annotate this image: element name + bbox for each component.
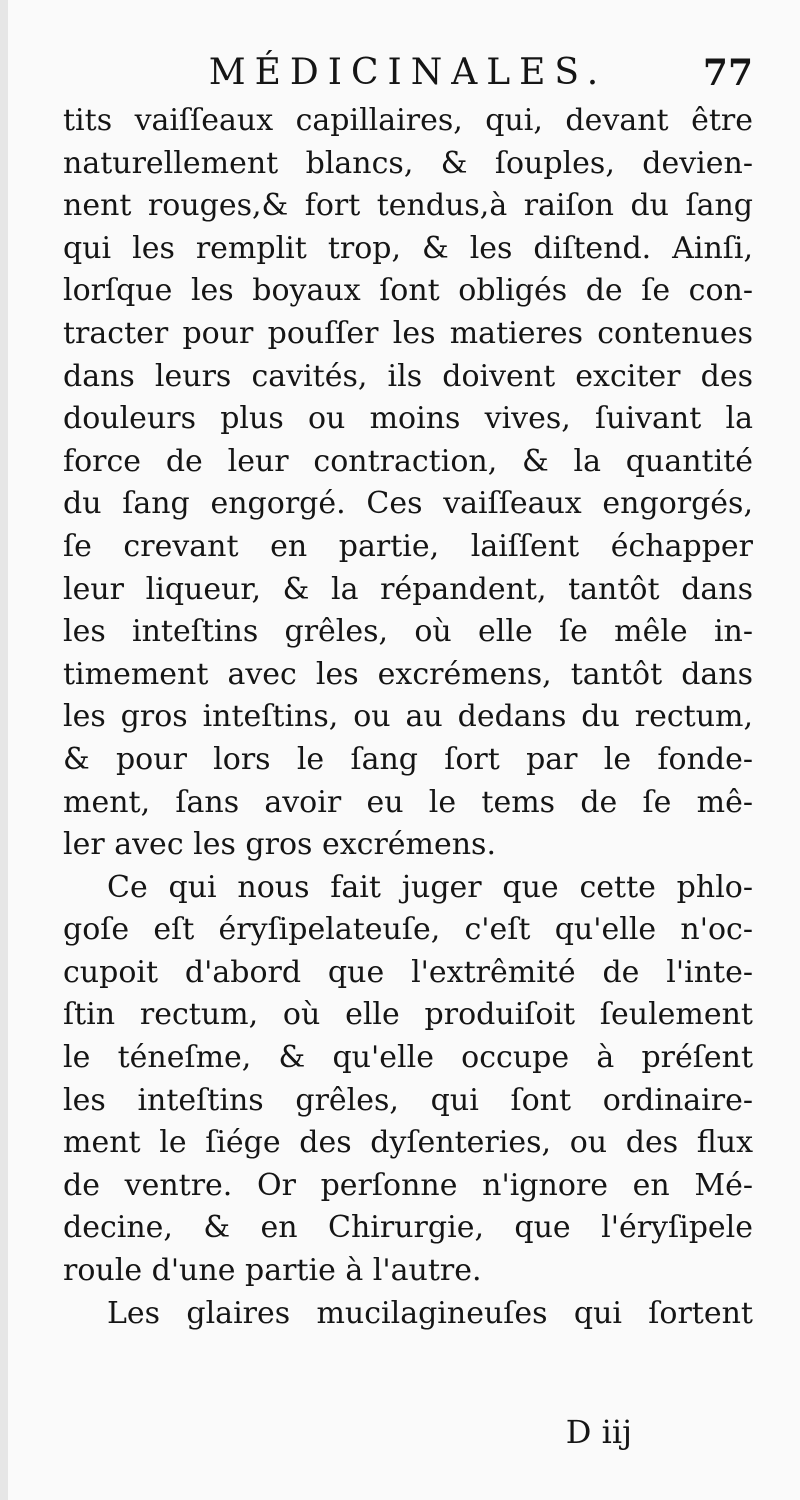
text-line: de ventre. Or perſonne n'ignore en Mé- — [63, 1167, 753, 1203]
text-line: nent rouges,& fort tendus,à raiſon du ſang — [63, 188, 753, 224]
text-line: Ce qui nous fait juger que cette phlo- — [107, 869, 753, 905]
text-line: decine, & en Chirurgie, que l'éryſipele — [63, 1210, 753, 1246]
text-line: ment le ſiége des dyſenteries, ou des flux — [63, 1125, 753, 1161]
text-line: les inteſtins grêles, qui ſont ordinaire- — [63, 1082, 753, 1118]
text-line: roule d'une partie à l'autre. — [63, 1253, 482, 1289]
body-text — [63, 100, 753, 1335]
text-line: tracter pour pouſſer les matieres contenues — [63, 315, 753, 351]
text-line: les inteſtins grêles, où elle ſe mêle in- — [63, 614, 753, 650]
text-line: ler avec les gros excrémens. — [63, 827, 496, 863]
text-line: ſe crevant en partie, laiſſent échapper — [63, 528, 753, 564]
page-header — [63, 48, 753, 98]
running-head: MÉDICINALES. — [208, 52, 608, 93]
text-line: le téneſme, & qu'elle occupe à préſent — [63, 1040, 753, 1076]
text-line: leur liqueur, & la répandent, tantôt dans — [63, 571, 753, 607]
text-line: timement avec les excrémens, tantôt dans — [63, 656, 753, 692]
text-line: dans leurs cavités, ils doivent exciter des — [63, 358, 753, 394]
text-line: force de leur contraction, & la quantité — [63, 443, 753, 479]
text-line: ment, ſans avoir eu le tems de ſe mê- — [63, 784, 753, 820]
text-line: lorſque les boyaux ſont obligés de ſe con- — [63, 273, 753, 309]
text-line: du ſang engorgé. Ces vaiſſeaux engorgés, — [63, 486, 753, 522]
text-line: cupoit d'abord que l'extrêmité de l'inte- — [63, 954, 753, 990]
page-number: 77 — [702, 52, 753, 94]
text-line: & pour lors le ſang ſort par le fonde- — [63, 741, 753, 777]
text-line: douleurs plus ou moins vives, ſuivant la — [63, 401, 753, 437]
text-line: qui les remplit trop, & les diſtend. Ainſi, — [63, 230, 753, 266]
text-line: tits vaiſſeaux capillaires, qui, devant être — [63, 103, 753, 138]
text-line: Les glaires mucilagineuſes qui ſortent — [107, 1295, 753, 1331]
text-line: les gros inteſtins, ou au dedans du rectum, — [63, 699, 753, 735]
signature-mark: D iij — [565, 1413, 632, 1451]
text-line: goſe eſt éryſipelateuſe, c'eſt qu'elle n'oc- — [63, 912, 753, 948]
text-line: naturellement blancs, & ſouples, devien- — [63, 145, 753, 181]
text-line: ſtin rectum, où elle produiſoit ſeulement — [63, 997, 753, 1033]
